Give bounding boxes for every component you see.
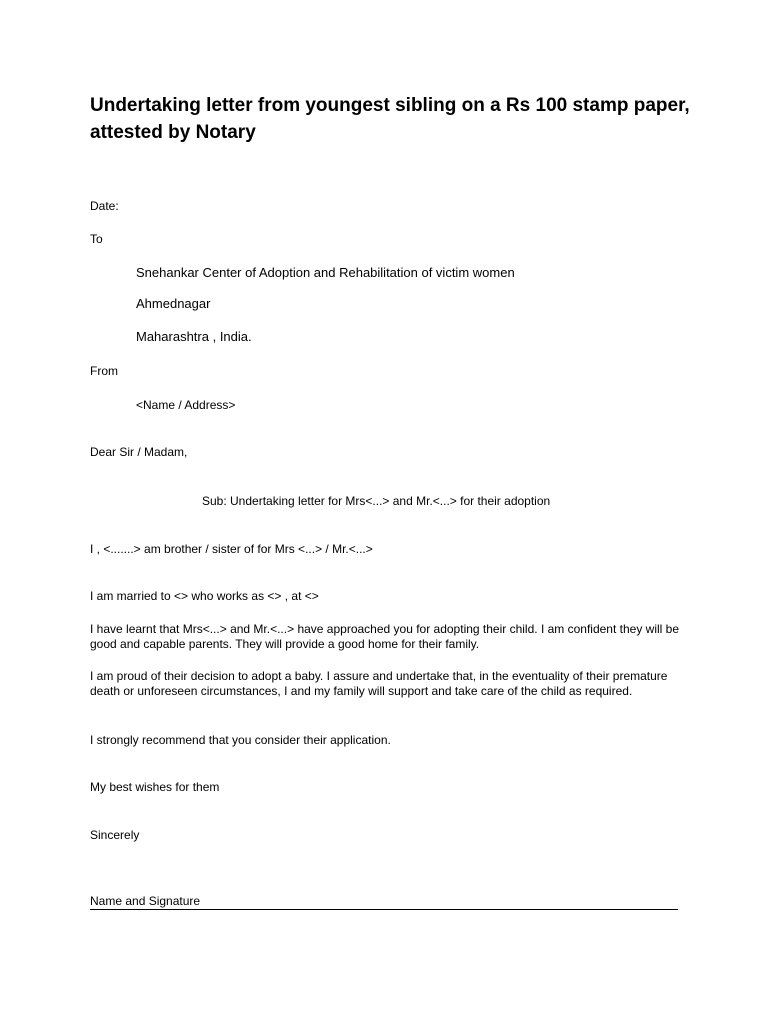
from-label: From bbox=[90, 364, 118, 378]
paragraph-2: I am married to <> who works as <> , at <> bbox=[90, 589, 319, 603]
to-label: To bbox=[90, 232, 103, 246]
page-title: Undertaking letter from youngest sibling on a Rs 100 stamp paper, attested by Notary bbox=[90, 95, 690, 143]
paragraph-4: I am proud of their decision to adopt a baby. I assure and undertake that, in the eventuality of their premature death or unforeseen circumstances, I and my family will support and take care of the child as required. bbox=[90, 669, 668, 698]
paragraph-6: My best wishes for them bbox=[90, 780, 220, 794]
salutation: Dear Sir / Madam, bbox=[90, 445, 188, 459]
sender-address: <Name / Address> bbox=[136, 398, 236, 412]
recipient-line-1: Snehankar Center of Adoption and Rehabilitation of victim women bbox=[136, 265, 515, 280]
closing: Sincerely bbox=[90, 828, 140, 842]
signature-line bbox=[90, 909, 678, 910]
recipient-line-2: Ahmednagar bbox=[136, 296, 211, 311]
paragraph-1: I , <.......> am brother / sister of for Mrs <...> / Mr.<...> bbox=[90, 542, 373, 556]
subject-line: Sub: Undertaking letter for Mrs<...> and Mr.<...> for their adoption bbox=[202, 494, 551, 508]
signature-label: Name and Signature bbox=[90, 894, 201, 908]
paragraph-3: I have learnt that Mrs<...> and Mr.<...> have approached you for adopting their child. I am confident they will be good and capable parents. They will provide a good home for their family. bbox=[90, 622, 680, 651]
recipient-line-3: Maharashtra , India. bbox=[136, 329, 252, 344]
paragraph-5: I strongly recommend that you consider their application. bbox=[90, 733, 391, 747]
date-label: Date: bbox=[90, 199, 119, 213]
